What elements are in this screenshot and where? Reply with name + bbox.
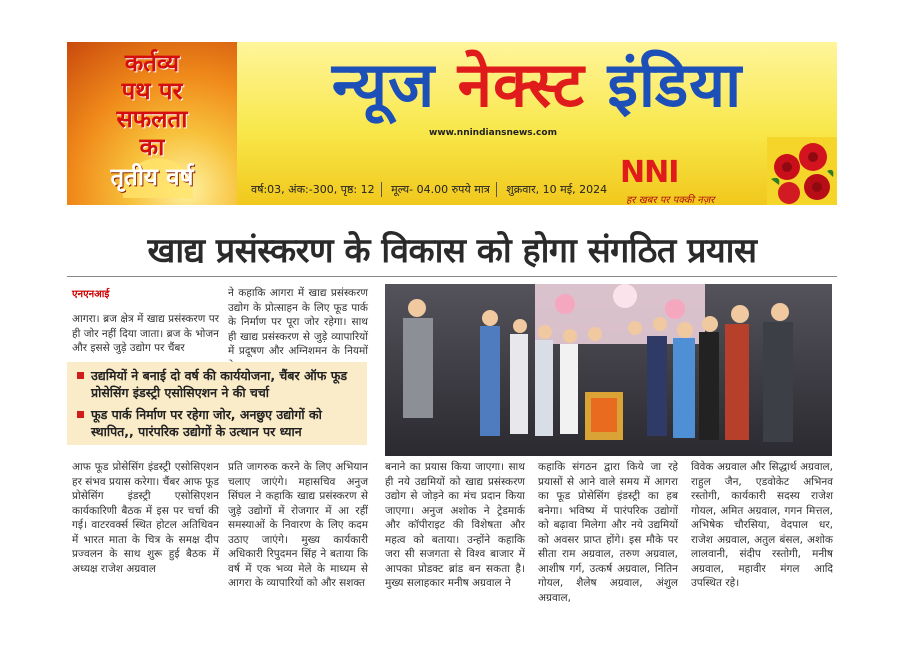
title-word: नेक्स्ट	[457, 48, 585, 121]
highlight-box	[67, 362, 367, 445]
bullet-icon	[77, 372, 84, 379]
divider	[67, 276, 837, 277]
column-2-top: ने कहाकि आगरा में खाद्य प्रसंस्करण उद्योग के प्रोत्साहन के लिए फूड पार्क के निर्माण पर पूरा जोर रहेगा। साथ ही खाद्य प्रसंस्करण से जुड़े व्यापारियों में प्रदूषण और अग्निशमन के नियमों	[228, 287, 368, 357]
highlight-point	[77, 367, 362, 401]
promo-line: सफलता	[116, 104, 188, 133]
headline: खाद्य प्रसंस्करण के विकास को होगा संगठित प्रयास	[147, 231, 757, 271]
highlight-text: उद्यमियों ने बनाई दो वर्ष की कार्ययोजना, चैंबर ऑफ फूड प्रोसेसिंग इंडस्ट्री एसोसिएशन ने की चर्चा	[91, 368, 348, 400]
masthead	[67, 42, 837, 205]
issue-info: वर्ष:03, अंक:-300, पृष्ठ: 12	[245, 182, 382, 197]
website-link[interactable]: www.nnindiansnews.com	[429, 128, 557, 138]
promo-line: पथ पर	[121, 76, 183, 105]
issue-info-row	[245, 182, 613, 197]
column-4: कहाकि संगठन द्वारा किये जा रहे प्रयासों से आने वाले समय में आगरा का फूड प्रोसेसिंग इंडस्ट्री का हब बनेगा। भविष्य में पारंपरिक उद्योगों को बढ़ावा मिलेगा और नये उद्यमियों को अवसर प्राप्त होंगे। इस मौके पर सीता राम अग्रवाल, तरुण अग्रवाल, आशीष गर्ग, उत्कर्ष अग्रवाल, नितिन गोयल, शैलेष अग्रवाल, अंशुल अग्रवाल,	[538, 461, 678, 604]
bullet-icon	[77, 411, 84, 418]
column-1-bottom: आफ फूड प्रोसेसिंग इंडस्ट्री एसोसिएशन हर संभव प्रयास करेगा। चैंबर आफ फूड प्रोसेसिंग इंडस्ट्री एसोसिएशन कार्यकारिणी बैठक में इस पर चर्चा की गई। वाटरवर्क्स स्थित होटल अतिथिवन में भारत माता के चित्र के समक्ष दीप प्रज्वलन के साथ शुरू हुई बैठक में अध्यक्ष राजेश अग्रवाल	[72, 461, 219, 575]
nni-logo: NNI	[620, 155, 679, 190]
column-5: विवेक अग्रवाल और सिद्धार्थ अग्रवाल, राहुल जैन, एडवोकेट अभिनव रस्तोगी, कार्यकारी सदस्य राजेश गोयल, अमित अग्रवाल, गगन मित्तल, अभिषेक चौरसिया, वेदपाल धर, राजेश अग्रवाल, अतुल बंसल, अशोक लालवानी, संदीप रस्तोगी, मनीष अग्रवाल, महावीर मंगल आदि उपस्थित रहे।	[691, 461, 833, 589]
newspaper-title	[237, 50, 837, 120]
column-1-top: आगरा। ब्रज क्षेत्र में खाद्य प्रसंस्करण पर ही जोर नहीं दिया जाता। ब्रज के भोजन और इससे जुड़े उद्योग पर चैंबर	[72, 313, 219, 354]
title-word: न्यूज	[331, 48, 436, 121]
column-3: बनाने का प्रयास किया जाएगा। साथ ही नये उद्यमियों को खाद्य प्रसंस्करण उद्योग से जोड़ने का मंच प्रदान किया जाएगा। अनुज अशोक ने ट्रेडमार्क और कॉपीराइट की विशेषता और महत्व को बताया। उन्होंने कहाकि जरा सी सजगता से विश्व बाजार में आपका प्रोडक्ट ब्रांड बन सकता है। मुख्य सलाहकार मनीष अग्रवाल ने	[385, 461, 525, 589]
highlight-text: फूड पार्क निर्माण पर रहेगा जोर, अनछुए उद्योगों को स्थापित,, पारंपरिक उद्योगों के उत्थान पर ध्यान	[91, 407, 322, 439]
tagline: हर खबर पर पक्की नज़र	[626, 195, 715, 205]
promo-line: तृतीय वर्ष	[110, 162, 194, 191]
promo-line: कर्तव्य	[124, 48, 180, 77]
promo-line: का	[139, 132, 165, 161]
roses-icon	[767, 137, 837, 205]
column-2-bottom: प्रति जागरुक करने के लिए अभियान चलाए जाएंगे। महासचिव अनुज सिंघल ने कहाकि खाद्य प्रसंस्करण से जुड़े उद्योगों में रोजगार में आ रहीं समस्याओं के निवारण के लिए कदम उठाए जाएंगे। मुख्य कार्यकारी अधिकारी रिपुदमन सिंह ने बताया कि वर्ष में एक भव्य मेले के माध्यम से आगरा के व्यापारियों को और सशक्त	[228, 461, 368, 589]
title-word: इंडिया	[607, 48, 743, 121]
anniversary-promo	[67, 42, 237, 205]
byline: एनएनआई	[72, 289, 110, 300]
highlight-point	[77, 406, 362, 440]
price: मूल्य- 04.00 रुपये मात्र	[385, 182, 497, 197]
date: शुक्रवार, 10 मई, 2024	[506, 183, 608, 196]
event-photo	[385, 284, 832, 456]
